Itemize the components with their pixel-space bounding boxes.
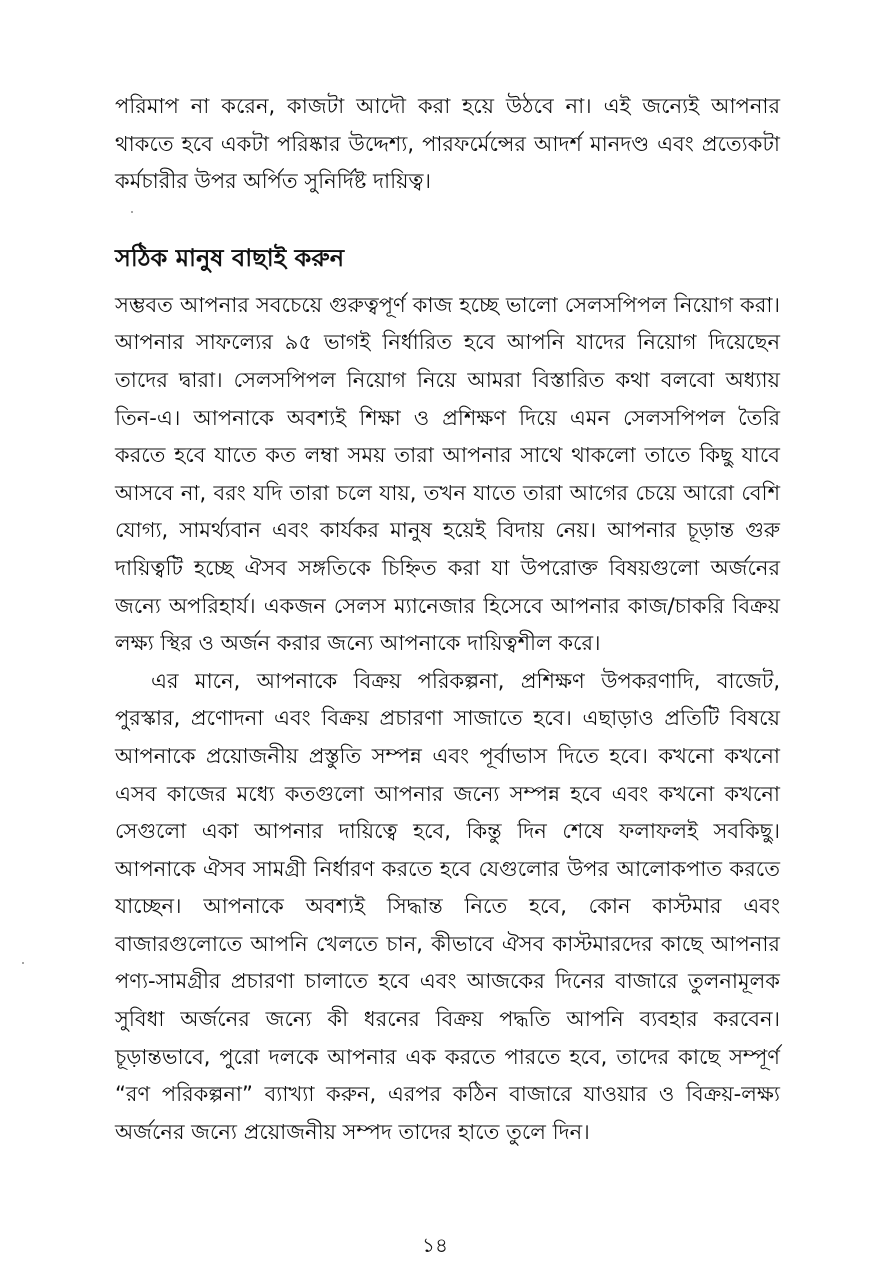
- section-heading: সঠিক মানুষ বাছাই করুন: [115, 243, 345, 272]
- body-paragraph-2: এর মানে, আপনাকে বিক্রয় পরিকল্পনা, প্রশিক্ষণ উপকরণাদি, বাজেট, পুরস্কার, প্রণোদনা এবং বিক্রয় প্রচারণা সাজাতে হবে। এছাড়াও প্রতিটি বিষয়ে আপনাকে প্রয়োজনীয় প্রস্তুতি সম্পন্ন এবং পূর্বাভাস দিতে হবে। কখনো কখনো এসব কাজের মধ্যে কতগুলো আপনার জন্যে সম্পন্ন হবে এবং কখনো কখনো সেগুলো একা আপনার দায়িত্বে হবে, কিন্তু দিন শেষে ফলাফলই সবকিছু। আপনাকে ঐসব সামগ্রী নির্ধারণ করতে হবে যেগুলোর উপর আলোকপাত করতে যাচ্ছেন। আপনাকে অবশ্যই সিদ্ধান্ত নিতে হবে, কোন কাস্টমার এবং বাজারগুলোতে আপনি খেলতে চান, কীভাবে ঐসব কাস্টমারদের কাছে আপনার পণ্য-সামগ্রীর প্রচারণা চালাতে হবে এবং আজকের দিনের বাজারে তুলনামূলক সুবিধা অর্জনের জন্যে কী ধরনের বিক্রয় পদ্ধতি আপনি ব্যবহার করবেন। চূড়ান্তভাবে, পুরো দলকে আপনার এক করতে পারতে হবে, তাদের কাছে সম্পূর্ণ “রণ পরিকল্পনা” ব্যাখ্যা করুন, এরপর কঠিন বাজারে যাওয়ার ও বিক্রয়-লক্ষ্য অর্জনের জন্যে প্রয়োজনীয় সম্পদ তাদের হাতে তুলে দিন।: [115, 668, 780, 1144]
- intro-paragraph: পরিমাপ না করেন, কাজটা আদৌ করা হয়ে উঠবে না। এই জন্যেই আপনার থাকতে হবে একটা পরিষ্কার উদ্দেশ্য, পারফর্মেন্সের আদর্শ মানদণ্ড এবং প্রত্যেকটা কর্মচারীর উপর অর্পিত সুনির্দিষ্ট দায়িত্ব।: [115, 94, 780, 194]
- print-speck: [22, 962, 24, 964]
- text-column: [115, 88, 780, 1151]
- print-speck: [131, 211, 133, 213]
- body-paragraph-1: সম্ভবত আপনার সবচেয়ে গুরুত্বপূর্ণ কাজ হচ্ছে ভালো সেলসপিপল নিয়োগ করা। আপনার সাফল্যের ৯৫ ভাগই নির্ধারিত হবে আপনি যাদের নিয়োগ দিয়েছেন তাদের দ্বারা। সেলসপিপল নিয়োগ নিয়ে আমরা বিস্তারিত কথা বলবো অধ্যায় তিন-এ। আপনাকে অবশ্যই শিক্ষা ও প্রশিক্ষণ দিয়ে এমন সেলসপিপল তৈরি করতে হবে যাতে কত লম্বা সময় তারা আপনার সাথে থাকলো তাতে কিছু যাবে আসবে না, বরং যদি তারা চলে যায়, তখন যাতে তারা আগের চেয়ে আরো বেশি যোগ্য, সামর্থ্যবান এবং কার্যকর মানুষ হয়েই বিদায় নেয়। আপনার চূড়ান্ত গুরু দায়িত্বটি হচ্ছে ঐসব সঙ্গতিকে চিহ্নিত করা যা উপরোক্ত বিষয়গুলো অর্জনের জন্যে অপরিহার্য। একজন সেলস ম্যানেজার হিসেবে আপনার কাজ/চাকরি বিক্রয় লক্ষ্য স্থির ও অর্জন করার জন্যে আপনাকে দায়িত্বশীল করে।: [115, 292, 780, 656]
- page-number: ১৪: [422, 1233, 448, 1257]
